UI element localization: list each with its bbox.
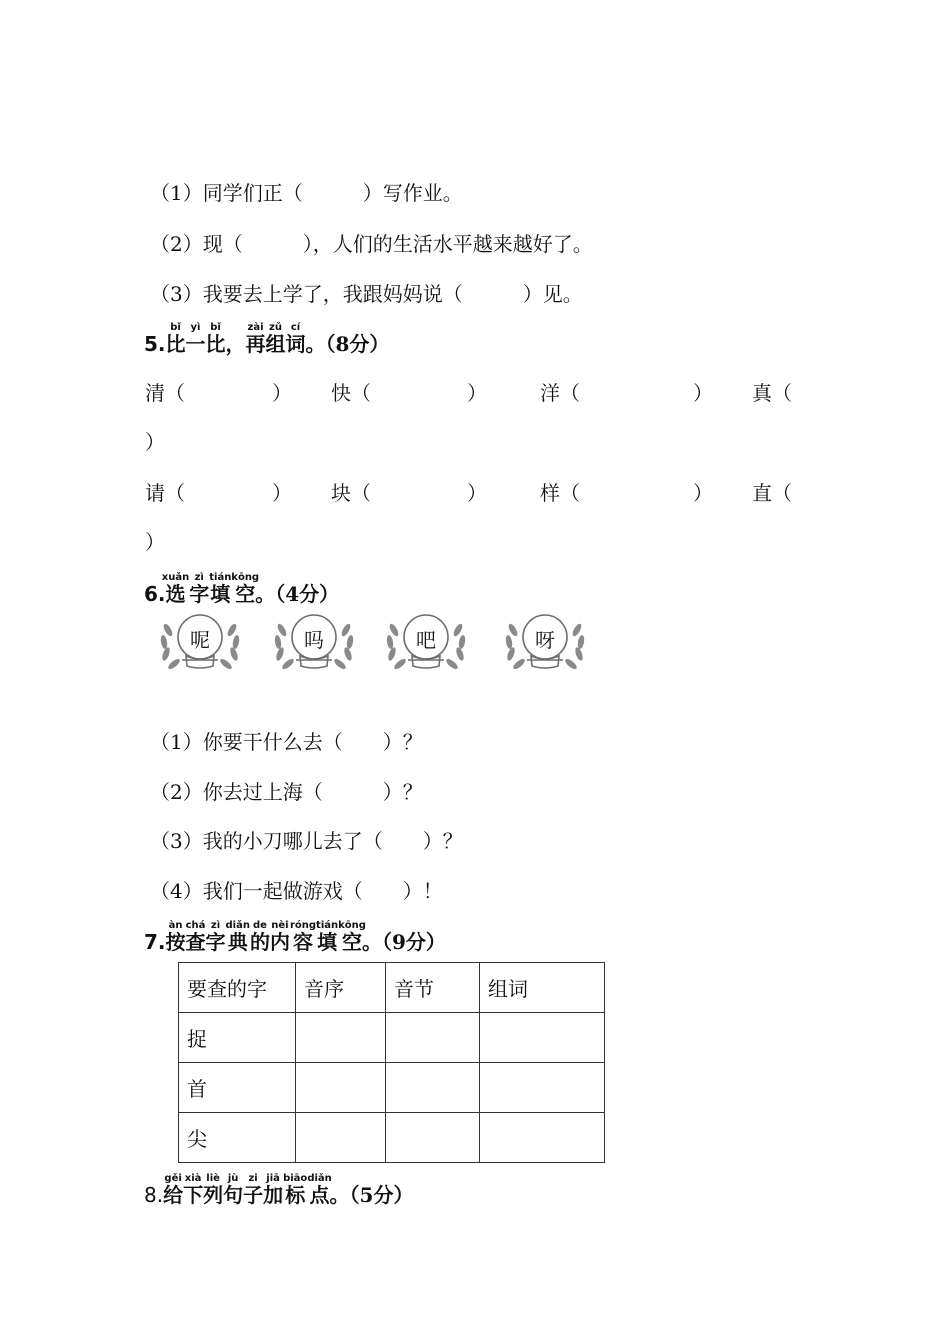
table-cell-blank[interactable]	[296, 1113, 386, 1163]
q8-ruby-6: 加jiā	[263, 1173, 284, 1207]
wreath-char-text-4: 呀	[535, 628, 555, 652]
q8-heading	[144, 1173, 413, 1208]
q5-period: 。	[305, 332, 326, 356]
wreath-char-text-3: 吧	[416, 628, 436, 652]
q8-ruby-2: 下xià	[183, 1173, 204, 1207]
dictionary-table	[178, 962, 605, 1163]
q5-row2-item1: 请（	[145, 481, 185, 505]
q8-ruby-1: 给gěi	[163, 1173, 184, 1207]
q7-ruby-4: 典diǎn	[225, 920, 250, 954]
table-header-row	[179, 963, 605, 1013]
q4-sentence-3: （3）我要去上学了，我跟妈妈说（ ）见。	[150, 282, 583, 306]
q5-ruby-5: 组zǔ	[265, 322, 286, 356]
q5-row2-close2: ）	[467, 481, 487, 505]
q4-sentence-1: （1）同学们正（ ）写作业。	[150, 181, 463, 205]
wreath-char-text-1: 呢	[190, 628, 210, 652]
q8-ruby-7: 标biāo	[283, 1173, 308, 1207]
q7-ruby-2: 查chá	[185, 920, 206, 954]
q7-heading	[144, 920, 446, 955]
q5-row1-close2: ）	[467, 381, 487, 405]
q6-sentence-1: （1）你要干什么去（ ）？	[150, 730, 423, 754]
q7-ruby-8: 填tián	[316, 920, 339, 954]
q7-ruby-6: 内nèi	[269, 920, 290, 954]
q7-ruby-5: 的de	[249, 920, 270, 954]
q5-score: （8分）	[325, 332, 390, 356]
wreath-char-4	[503, 610, 599, 682]
q5-ruby-3: 比bǐ	[205, 322, 226, 356]
wreath-char-text-2: 吗	[304, 628, 324, 652]
table-header-cell: 音序	[296, 963, 386, 1013]
q7-period: 。	[362, 930, 383, 954]
q8-ruby-5: 子zi	[243, 1173, 264, 1207]
table-cell-blank[interactable]	[296, 1063, 386, 1113]
q7-ruby-3: 字zì	[205, 920, 226, 954]
q5-row2-item4: 直（	[752, 481, 792, 505]
q6-heading	[144, 572, 339, 607]
q5-row1-wrap: ）	[145, 430, 165, 454]
table-cell-blank[interactable]	[386, 1113, 480, 1163]
q5-row2-close1: ）	[272, 481, 292, 505]
q5-ruby-2: 一yì	[185, 322, 206, 356]
q7-ruby-7: 容róng	[289, 920, 317, 954]
table-cell-blank[interactable]	[386, 1013, 480, 1063]
q5-ruby-1: 比bǐ	[165, 322, 186, 356]
table-header-cell: 音节	[386, 963, 480, 1013]
q6-number: 6.	[144, 582, 166, 606]
q5-ruby-4: 再zài	[245, 322, 266, 356]
wreath-char-1	[158, 610, 254, 682]
table-row	[179, 1063, 605, 1113]
q8-number: 8.	[144, 1183, 164, 1207]
table-header-cell: 组词	[480, 963, 605, 1013]
q5-row1-item4: 真（	[752, 381, 792, 405]
table-header-cell: 要查的字	[179, 963, 296, 1013]
table-row	[179, 1013, 605, 1063]
wreath-char-2	[272, 610, 368, 682]
q7-ruby-9: 空kōng	[338, 920, 366, 954]
q5-row2-close3: ）	[693, 481, 713, 505]
q5-number: 5.	[144, 332, 166, 356]
q5-row1-item2: 快（	[331, 381, 371, 405]
q5-row2-item3: 样（	[540, 481, 580, 505]
q5-row2-item2: 块（	[331, 481, 371, 505]
q7-number: 7.	[144, 930, 166, 954]
q7-score: （9分）	[382, 930, 446, 954]
table-cell-blank[interactable]	[480, 1113, 605, 1163]
table-cell-blank[interactable]	[296, 1013, 386, 1063]
q6-period: 。	[255, 582, 276, 606]
q8-ruby-3: 列liè	[203, 1173, 224, 1207]
table-cell-blank[interactable]	[480, 1013, 605, 1063]
q5-heading	[144, 322, 389, 357]
q8-period: 。	[329, 1183, 350, 1207]
wreath-char-3	[384, 610, 480, 682]
q6-ruby-1: 选xuǎn	[161, 572, 190, 606]
q6-sentence-2: （2）你去过上海（ ）？	[150, 780, 423, 804]
q6-sentence-3: （3）我的小刀哪儿去了（ ）？	[150, 829, 463, 853]
q7-ruby-1: 按àn	[165, 920, 186, 954]
q8-ruby-4: 句jù	[223, 1173, 244, 1207]
q5-ruby-6: 词cí	[285, 322, 306, 356]
table-row	[179, 1113, 605, 1163]
q6-ruby-4: 空kōng	[231, 572, 260, 606]
q5-row1-close1: ）	[272, 381, 292, 405]
table-cell-blank[interactable]	[386, 1063, 480, 1113]
table-cell-char: 尖	[179, 1113, 296, 1163]
q4-sentence-2: （2）现（ ），人们的生活水平越来越好了。	[150, 232, 593, 256]
q5-row1-item1: 清（	[145, 381, 185, 405]
q6-ruby-2: 字zì	[189, 572, 210, 606]
q8-score: （5分）	[349, 1183, 414, 1207]
table-cell-char: 捉	[179, 1013, 296, 1063]
q6-sentence-4: （4）我们一起做游戏（ ）！	[150, 879, 443, 903]
q6-ruby-3: 填tián	[209, 572, 232, 606]
q5-row1-close3: ）	[693, 381, 713, 405]
q8-ruby-8: 点diǎn	[307, 1173, 332, 1207]
table-cell-char: 首	[179, 1063, 296, 1113]
q5-row2-wrap: ）	[145, 530, 165, 554]
q6-score: （4分）	[275, 582, 340, 606]
q5-row1-item3: 洋（	[540, 381, 580, 405]
q5-comma: ，	[225, 332, 246, 356]
table-cell-blank[interactable]	[480, 1063, 605, 1113]
